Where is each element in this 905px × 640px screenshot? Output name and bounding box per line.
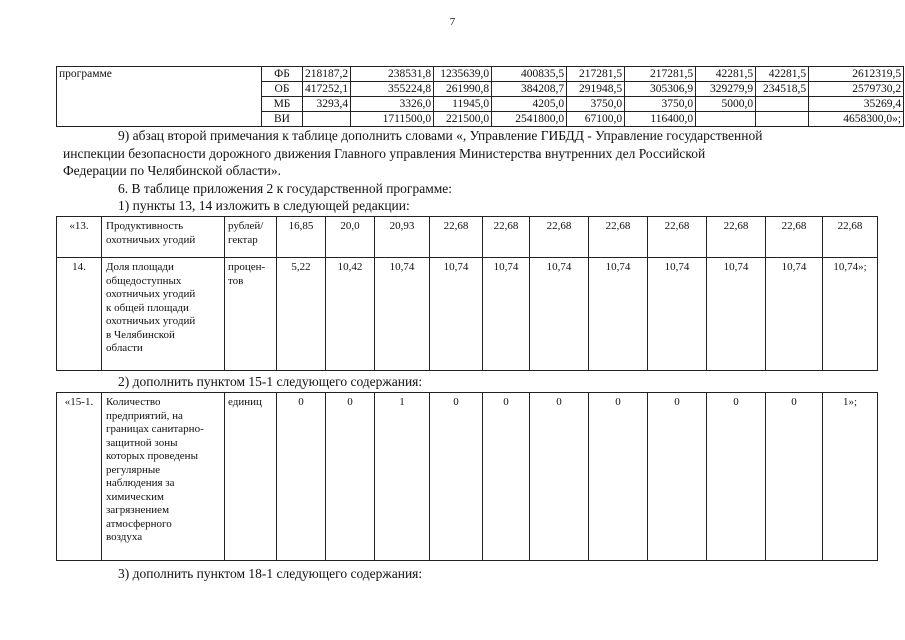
finance-cell: 261990,8 xyxy=(434,82,492,97)
finance-cell: 4205,0 xyxy=(492,97,567,112)
finance-cell: 67100,0 xyxy=(567,112,625,127)
finance-cell: 5000,0 xyxy=(696,97,756,112)
finance-cell: 217281,5 xyxy=(625,67,696,82)
indicator-value: 22,68 xyxy=(766,217,823,258)
indicator-value: 10,74 xyxy=(430,258,483,371)
indicator-value: 5,22 xyxy=(277,258,326,371)
page-number: 7 xyxy=(449,16,456,28)
indicator-value: 0 xyxy=(326,393,375,561)
indicator-value: 10,74»; xyxy=(823,258,878,371)
finance-cell: 2579730,2 xyxy=(809,82,904,97)
finance-cell: 4658300,0»; xyxy=(809,112,904,127)
indicator-value: 10,74 xyxy=(589,258,648,371)
finance-cell: 3750,0 xyxy=(625,97,696,112)
finance-cell: 35269,4 xyxy=(809,97,904,112)
paragraph-6-item-2: 2) дополнить пунктом 15-1 следующего содержания: xyxy=(118,374,423,389)
indicator-value: 10,42 xyxy=(326,258,375,371)
indicator-value: 0 xyxy=(589,393,648,561)
indicator-value: 0 xyxy=(707,393,766,561)
indicator-value: 0 xyxy=(648,393,707,561)
indicator-name: Доля площади общедоступных охотничьих угодий к общей площади охотничьих угодий в Челябинской области xyxy=(102,258,225,371)
indicator-name: Продуктивность охотничьих угодий xyxy=(102,217,225,258)
finance-row xyxy=(57,67,904,82)
finance-cell: 3750,0 xyxy=(567,97,625,112)
indicator-value: 10,74 xyxy=(707,258,766,371)
finance-cell: 3326,0 xyxy=(351,97,434,112)
indicator-value: 22,68 xyxy=(823,217,878,258)
finance-cell: 1711500,0 xyxy=(351,112,434,127)
indicator-row xyxy=(57,258,878,371)
indicator-value: 0 xyxy=(277,393,326,561)
indicator-value: 0 xyxy=(430,393,483,561)
paragraph-9-line-1: 9) абзац второй примечания к таблице дополнить словами «, Управление ГИБДД - Управление государственной xyxy=(118,128,763,143)
indicator-value: 22,68 xyxy=(483,217,530,258)
indicator-value: 0 xyxy=(766,393,823,561)
finance-cell: 417252,1 xyxy=(303,82,351,97)
indicator-number: «13. xyxy=(57,217,102,258)
finance-cell: 218187,2 xyxy=(303,67,351,82)
indicator-unit: процен- тов xyxy=(225,258,277,371)
finance-source: ВИ xyxy=(262,112,303,127)
indicator-value: 10,74 xyxy=(530,258,589,371)
finance-cell xyxy=(756,112,809,127)
indicator-value: 20,93 xyxy=(375,217,430,258)
finance-cell: 1235639,0 xyxy=(434,67,492,82)
finance-cell xyxy=(756,97,809,112)
finance-cell: 217281,5 xyxy=(567,67,625,82)
indicator-name: Количество предприятий, на границах санитарно- защитной зоны которых проведены регулярные наблюдения за химическим загрязнением атмосферного воздуха xyxy=(102,393,225,561)
indicator-number: 14. xyxy=(57,258,102,371)
finance-cell: 42281,5 xyxy=(756,67,809,82)
indicator-row xyxy=(57,217,878,258)
finance-source: МБ xyxy=(262,97,303,112)
finance-cell: 11945,0 xyxy=(434,97,492,112)
indicator-unit: единиц xyxy=(225,393,277,561)
indicator-value: 10,74 xyxy=(483,258,530,371)
finance-cell: 234518,5 xyxy=(756,82,809,97)
finance-cell: 400835,5 xyxy=(492,67,567,82)
indicator-value: 16,85 xyxy=(277,217,326,258)
indicator-value: 10,74 xyxy=(766,258,823,371)
paragraph-6: 6. В таблице приложения 2 к государственной программе: xyxy=(118,181,453,196)
indicator-value: 20,0 xyxy=(326,217,375,258)
finance-cell: 305306,9 xyxy=(625,82,696,97)
paragraph-9-line-3: Федерации по Челябинской области». xyxy=(63,163,281,178)
finance-cell: 42281,5 xyxy=(696,67,756,82)
indicator-table-2 xyxy=(56,392,878,561)
finance-cell xyxy=(303,112,351,127)
finance-cell: 2541800,0 xyxy=(492,112,567,127)
indicator-value: 1 xyxy=(375,393,430,561)
finance-source: ОБ xyxy=(262,82,303,97)
indicator-row xyxy=(57,393,878,561)
finance-cell: 2612319,5 xyxy=(809,67,904,82)
finance-cell: 384208,7 xyxy=(492,82,567,97)
indicator-value: 10,74 xyxy=(648,258,707,371)
finance-cell: 355224,8 xyxy=(351,82,434,97)
finance-cell: 291948,5 xyxy=(567,82,625,97)
finance-cell: 221500,0 xyxy=(434,112,492,127)
finance-cell: 238531,8 xyxy=(351,67,434,82)
finance-label: программе xyxy=(57,67,262,127)
finance-cell: 3293,4 xyxy=(303,97,351,112)
finance-source: ФБ xyxy=(262,67,303,82)
paragraph-9-line-2: инспекции безопасности дорожного движения Главного управления Министерства внутренних дел Российской xyxy=(63,146,706,161)
indicator-value: 1»; xyxy=(823,393,878,561)
indicator-value: 22,68 xyxy=(648,217,707,258)
indicator-value: 22,68 xyxy=(707,217,766,258)
indicator-value: 0 xyxy=(530,393,589,561)
indicator-number: «15-1. xyxy=(57,393,102,561)
finance-cell xyxy=(696,112,756,127)
indicator-table-1 xyxy=(56,216,878,371)
finance-cell: 116400,0 xyxy=(625,112,696,127)
indicator-unit: рублей/ гектар xyxy=(225,217,277,258)
indicator-value: 22,68 xyxy=(589,217,648,258)
indicator-value: 10,74 xyxy=(375,258,430,371)
paragraph-6-item-3: 3) дополнить пунктом 18-1 следующего содержания: xyxy=(118,566,423,581)
indicator-value: 22,68 xyxy=(430,217,483,258)
indicator-value: 22,68 xyxy=(530,217,589,258)
paragraph-6-item-1: 1) пункты 13, 14 изложить в следующей редакции: xyxy=(118,198,410,213)
finance-table xyxy=(56,66,904,127)
indicator-value: 0 xyxy=(483,393,530,561)
finance-cell: 329279,9 xyxy=(696,82,756,97)
